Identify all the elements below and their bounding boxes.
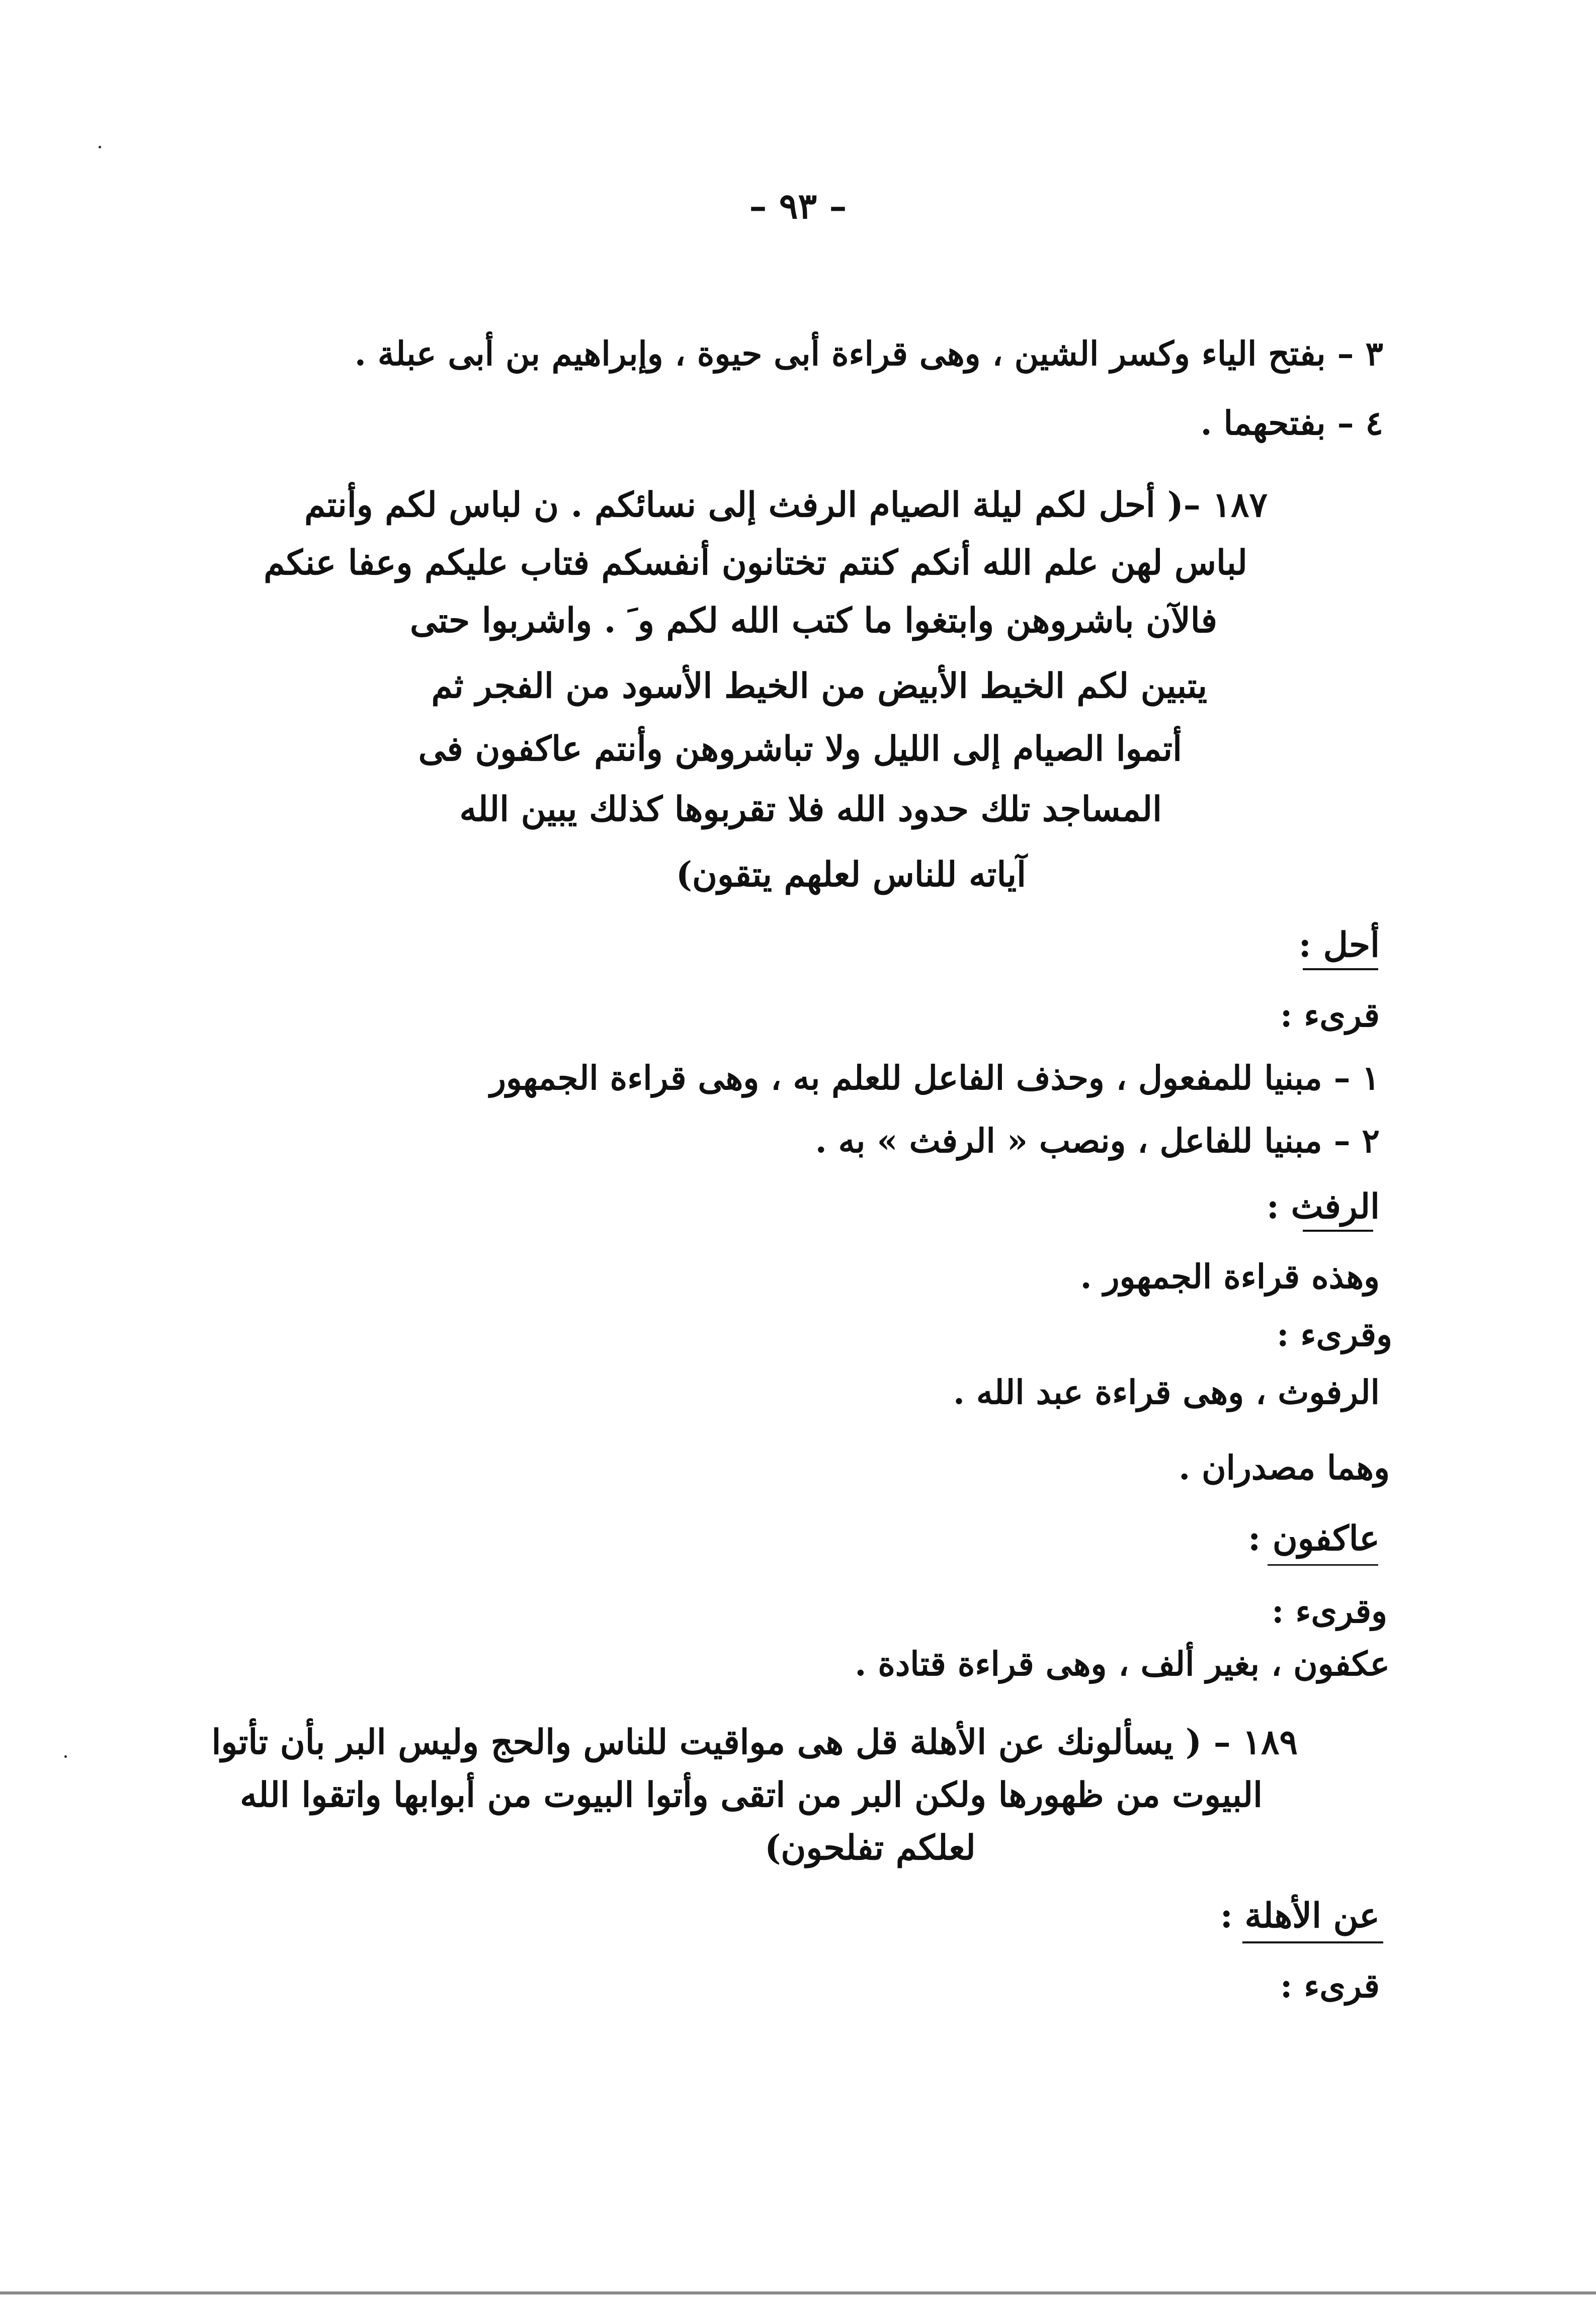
verse-189-line: ١٨٩ – ( يسألونك عن الأهلة قل هى مواقيت للناس والحج وليس البر بأن تأتوا (211, 1722, 1298, 1762)
verse-187-line: يتبين لكم الخيط الأبيض من الخيط الأسود من الفجر ثم (431, 666, 1207, 706)
verse-189-line: لعلكم تفلحون) (765, 1828, 976, 1868)
section-heading-ahilla: عن الأهلة : (1220, 1896, 1380, 1936)
scan-bottom-edge (0, 2291, 1596, 2294)
rafath-line-1: وهذه قراءة الجمهور . (1080, 1257, 1380, 1296)
reading-item-2: ٢ – مبنيا للفاعل ، ونصب « الرفث » به . (815, 1121, 1380, 1160)
verse-189-line: البيوت من ظهورها ولكن البر من اتقى وأتوا البيوت من أبوابها واتقوا الله (240, 1775, 1263, 1815)
heading-underline (1268, 1564, 1378, 1566)
verse-187-line: لباس لهن علم الله أنكم كنتم تختانون أنفسكم فتاب عليكم وعفا عنكم (264, 543, 1247, 583)
verse-187-line: آياته للناس لعلهم يتقون) (676, 855, 1026, 895)
verse-187-line: ١٨٧ –( أحل لكم ليلة الصيام الرفث إلى نسائكم . ن لباس لكم وأنتم (304, 485, 1268, 525)
section-heading-ahalla: أحل : (1298, 925, 1380, 965)
scan-speck (99, 146, 101, 148)
heading-underline (1303, 1230, 1373, 1232)
akifun-line-1: عكفون ، بغير ألف ، وهى قراءة قتادة . (855, 1644, 1390, 1683)
page-number: – ٩٣ – (749, 185, 847, 227)
verse-187-line: فالآن باشروهن وابتغوا ما كتب الله لكم و َ . واشربوا حتى (409, 601, 1217, 641)
rafath-line-3: وهما مصدران . (1179, 1448, 1390, 1487)
verse-187-line: أتموا الصيام إلى الليل ولا تباشروهن وأنتم عاكفون فى (418, 729, 1182, 769)
reading-line-3: ٣ – بفتح الياء وكسر الشين ، وهى قراءة أبى حيوة ، وإبراهيم بن أبى عبلة . (354, 334, 1383, 373)
scan-speck (64, 1755, 67, 1758)
section-heading-rafath: الرفث : (1266, 1186, 1380, 1227)
verse-187-line: المساجد تلك حدود الله فلا تقربوها كذلك يبين الله (459, 789, 1162, 829)
heading-underline (1303, 968, 1378, 970)
qurie-label: وقرىء : (1272, 1591, 1387, 1631)
qurie-label: قرىء : (1280, 1966, 1380, 2005)
section-heading-akifun: عاكفون : (1248, 1518, 1380, 1559)
qurie-label: وقرىء : (1277, 1315, 1392, 1354)
qurie-label: قرىء : (1280, 995, 1380, 1035)
heading-underline (1242, 1941, 1383, 1943)
rafath-line-2: الرفوث ، وهى قراءة عبد الله . (953, 1373, 1380, 1412)
reading-item-1: ١ – مبنيا للمفعول ، وحذف الفاعل للعلم به ، وهى قراءة الجمهور (490, 1058, 1380, 1097)
reading-line-4: ٤ – بفتحهما . (1200, 403, 1383, 443)
